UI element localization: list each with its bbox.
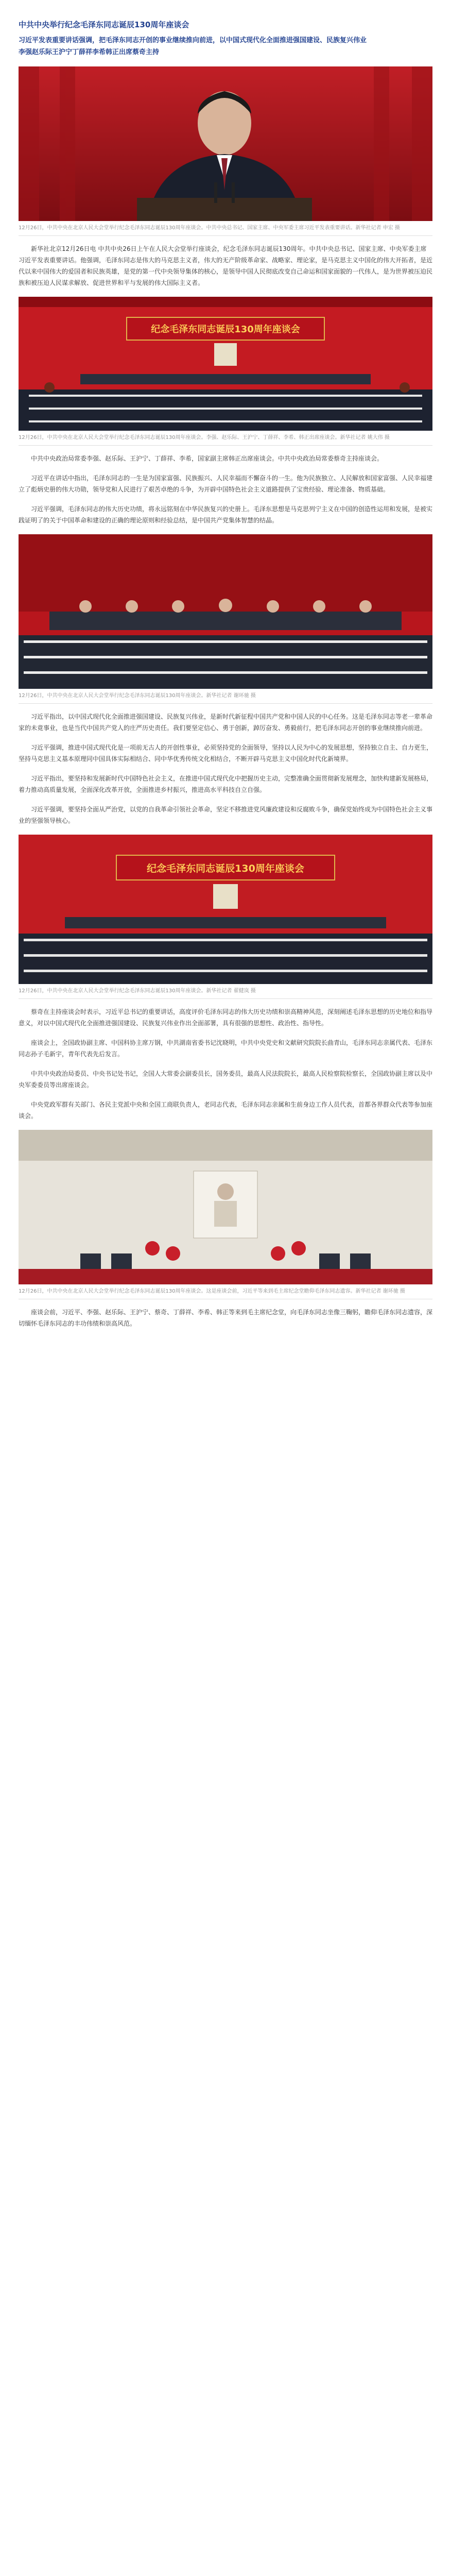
photo-caption: 12月26日，中共中央在北京人民大会堂举行纪念毛泽东同志诞辰130周年座谈会。新华社记者 谢环驰 摄 bbox=[19, 693, 256, 699]
paragraph: 座谈会上，全国政协副主席、中国科协主席万钢，中共湖南省委书记沈晓明，中共中央党史和文献研究院院长曲青山，毛泽东同志亲属代表、毛泽东同志孙子毛新宇，青年代表先后发言。 bbox=[19, 1039, 433, 1058]
photo-caption: 12月26日，中共中央在北京人民大会堂举行纪念毛泽东同志诞辰130周年座谈会。李强、赵乐际、王沪宁、丁薛祥、李希、韩正出席座谈会。新华社记者 姚大伟 摄 bbox=[19, 435, 390, 440]
paragraph: 中央党政军群有关部门、各民主党派中央和全国工商联负责人，老同志代表，毛泽东同志亲属和生前身边工作人员代表，首都各界群众代表等参加座谈会。 bbox=[19, 1101, 433, 1120]
paragraph: 中共中央政治局委员、中央书记处书记，全国人大常委会副委员长，国务委员，最高人民法院院长，最高人民检察院检察长，全国政协副主席以及中央军委委员等出席座谈会。 bbox=[19, 1070, 433, 1089]
photo-caption: 12月26日，中共中央在北京人民大会堂举行纪念毛泽东同志诞辰130周年座谈会。新华社记者 翟健岚 摄 bbox=[19, 988, 256, 994]
divider bbox=[19, 703, 432, 704]
article-summary-attendees: 李强赵乐际王沪宁丁薛祥李希韩正出席蔡奇主持 bbox=[19, 48, 160, 56]
paragraph: 习近平指出，要坚持和发展新时代中国特色社会主义，在推进中国式现代化中把握历史主动，完整准确全面贯彻新发展理念，加快构建新发展格局，着力推动高质量发展，全面深化改革开放，全面推进乡村振兴，推进高水平科技自立自强。 bbox=[19, 775, 433, 793]
photo-hall-banner bbox=[19, 297, 432, 431]
divider bbox=[19, 235, 432, 236]
photo-memorial-hall bbox=[19, 1130, 432, 1284]
photo-speaker bbox=[19, 66, 432, 221]
photo-caption: 12月26日，中共中央在北京人民大会堂举行纪念毛泽东同志诞辰130周年座谈会。这是座谈会前，习近平等来到毛主席纪念堂瞻仰毛泽东同志遗容。新华社记者 谢环驰 摄 bbox=[19, 1289, 405, 1294]
divider bbox=[19, 445, 432, 446]
paragraph: 习近平指出，以中国式现代化全面推进强国建设、民族复兴伟业，是新时代新征程中国共产党和中国人民的中心任务。这是毛泽东同志等老一辈革命家的未竟事业，也是当代中国共产党人的庄严历史责任。我们要坚定信心、勇于创新，踔厉奋发、勇毅前行，把毛泽东同志开创的事业继续推向前进。 bbox=[19, 713, 433, 732]
article-summary: 习近平发表重要讲话强调，把毛泽东同志开创的事业继续推向前进，以中国式现代化全面推进强国建设、民族复兴伟业 bbox=[19, 37, 367, 44]
paragraph: 中共中央政治局常委李强、赵乐际、王沪宁、丁薛祥、李希，国家副主席韩正出席座谈会。中共中央政治局常委蔡奇主持座谈会。 bbox=[31, 455, 384, 462]
photo-presidium bbox=[19, 534, 432, 689]
banner-text: 纪念毛泽东同志诞辰130周年座谈会 bbox=[147, 863, 304, 874]
paragraph: 习近平强调，要坚持全面从严治党，以党的自我革命引领社会革命，坚定不移推进党风廉政建设和反腐败斗争，确保党始终成为中国特色社会主义事业的坚强领导核心。 bbox=[19, 806, 433, 824]
paragraph: 蔡奇在主持座谈会时表示，习近平总书记的重要讲话，高度评价毛泽东同志的伟大历史功绩和崇高精神风范，深刻阐述毛泽东思想的历史地位和指导意义，对以中国式现代化全面推进强国建设、民族复兴伟业作出全面部署，具有很强的思想性、政治性、指导性。 bbox=[19, 1008, 433, 1027]
paragraph: 座谈会前，习近平、李强、赵乐际、王沪宁、蔡奇、丁薛祥、李希、韩正等来到毛主席纪念堂，向毛泽东同志坐像三鞠躬，瞻仰毛泽东同志遗容，深切缅怀毛泽东同志的丰功伟绩和崇高风范。 bbox=[19, 1309, 433, 1327]
photo-caption: 12月26日，中共中央在北京人民大会堂举行纪念毛泽东同志诞辰130周年座谈会。中共中央总书记、国家主席、中央军委主席习近平发表重要讲话。新华社记者 申宏 摄 bbox=[19, 225, 400, 231]
divider bbox=[19, 998, 432, 999]
banner-text: 纪念毛泽东同志诞辰130周年座谈会 bbox=[151, 324, 300, 335]
paragraph: 习近平在讲话中指出，毛泽东同志的一生是为国家富强、民族振兴、人民幸福而不懈奋斗的一生。他为民族独立、人民解放和国家富强、人民幸福建立了彪炳史册的伟大功勋，领导党和人民进行了艰苦卓绝的斗争，为开辟中国特色社会主义道路提供了宝贵经验、理论准备、物质基础。 bbox=[19, 474, 433, 493]
article-headline: 中共中央举行纪念毛泽东同志诞辰130周年座谈会 bbox=[19, 20, 189, 29]
photo-hall-banner-2 bbox=[19, 835, 432, 984]
paragraph: 习近平强调，毛泽东同志的伟大历史功绩，将永远铭刻在中华民族复兴的史册上。毛泽东思想是马克思列宁主义在中国的创造性运用和发展，是被实践证明了的关于中国革命和建设的正确的理论原则和经验总结，是中国共产党集体智慧的结晶。 bbox=[19, 505, 433, 524]
paragraph: 习近平强调，推进中国式现代化是一项前无古人的开创性事业，必须坚持党的全面领导，坚持以人民为中心的发展思想，坚持独立自主、自力更生，坚持马克思主义基本原理同中国具体实际相结合、同中华优秀传统文化相结合，不断开辟马克思主义中国化时代化新境界。 bbox=[19, 744, 433, 762]
paragraph: 新华社北京12月26日电 中共中央26日上午在人民大会堂举行座谈会，纪念毛泽东同志诞辰130周年。中共中央总书记、国家主席、中央军委主席习近平发表重要讲话。他强调，毛泽东同志是伟大的马克思主义者，伟大的无产阶级革命家、战略家、理论家，是马克思主义中国化的伟大开拓者，是近代以来中国伟大的爱国者和民族英雄，是党的第一代中央领导集体的核心，是领导中国人民彻底改变自己命运和国家面貌的一代伟人，是为世界被压迫民族和被压迫人民谋求解放、促进世界和平与发展的伟大国际主义者。 bbox=[19, 245, 433, 286]
